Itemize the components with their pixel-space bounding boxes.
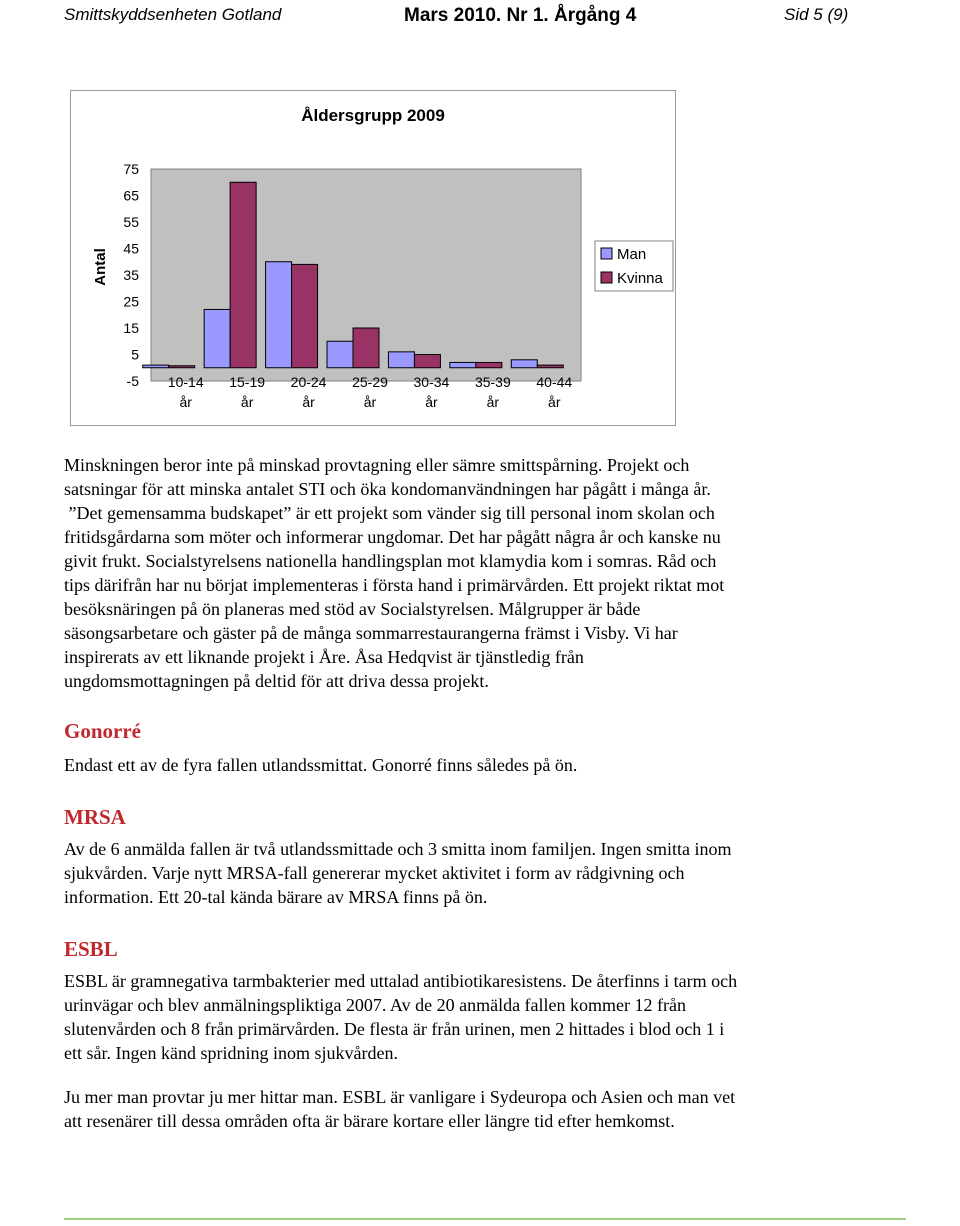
esbl-line: ESBL är gramnegativa tarmbakterier med uttalad antibiotikaresistens. De återfinns i tarm och — [64, 971, 738, 991]
bar-kvinna-2 — [292, 264, 318, 367]
intro-line: ungdomsmottagningen på deltid för att driva dessa projekt. — [64, 671, 489, 691]
x-tick-label: 30-34 — [413, 374, 450, 390]
bar-kvinna-5 — [476, 362, 502, 367]
bar-man-2 — [266, 262, 292, 368]
intro-line: givit frukt. Socialstyrelsens nationella handlingsplan mot klamydia kom i somras. Råd och — [64, 551, 717, 571]
esbl-line: slutenvården och 8 från primärvården. De flesta är från urinen, men 2 hittades i blod och 1 i — [64, 1019, 725, 1039]
header-organization: Smittskyddsenheten Gotland — [64, 5, 282, 24]
article-body — [64, 453, 854, 1133]
page-header — [64, 0, 864, 32]
intro-line: säsongsarbetare och gäster på de många sommarrestaurangerna främst i Visby. Vi har — [64, 623, 678, 643]
header-page-number: Sid 5 (9) — [784, 5, 849, 24]
y-tick-label: 25 — [123, 293, 139, 310]
intro-paragraph — [64, 453, 854, 693]
x-tick-unit: år — [548, 394, 561, 410]
x-tick-unit: år — [179, 394, 192, 410]
y-tick-label: 55 — [123, 214, 139, 230]
intro-line: tips därifrån har nu börjat implementeras i första hand i primärvården. Ett projekt riktat mot — [64, 575, 725, 595]
intro-line: satsningar för att minska antalet STI och öka kondomanvändningen har pågått i många år. — [64, 479, 711, 499]
x-tick-unit: år — [486, 394, 500, 410]
bar-man-3 — [327, 341, 353, 368]
x-tick-label: 10-14 — [167, 374, 204, 390]
gonorre-paragraph — [64, 753, 854, 777]
mrsa-line: sjukvården. Varje nytt MRSA-fall genererar mycket aktivitet i form av rådgivning och — [64, 863, 685, 883]
gonorre-heading: Gonorré — [64, 719, 141, 743]
mrsa-line: information. Ett 20-tal kända bärare av MRSA finns på ön. — [64, 887, 488, 907]
bar-man-6 — [511, 360, 537, 368]
y-tick-label: 15 — [123, 320, 139, 336]
legend-swatch-kvinna — [601, 272, 612, 283]
mrsa-heading: MRSA — [64, 805, 126, 829]
bar-man-4 — [388, 352, 414, 368]
esbl-heading: ESBL — [64, 937, 118, 961]
y-axis-label: Antal — [92, 248, 109, 286]
x-tick-label: 40-44 — [536, 374, 573, 390]
mrsa-line: Av de 6 anmälda fallen är två utlandssmittade och 3 smitta inom familjen. Ingen smitta inom — [64, 839, 732, 859]
closing-line: Ju mer man provtar ju mer hittar man. ESBL är vanligare i Sydeuropa och Asien och man vet — [64, 1087, 736, 1107]
legend-swatch-man — [601, 248, 612, 259]
y-tick-label: 35 — [123, 267, 139, 283]
header-issue: Mars 2010. Nr 1. Årgång 4 — [404, 5, 637, 26]
esbl-paragraph — [64, 969, 854, 1065]
x-tick-unit: år — [240, 394, 254, 410]
age-group-chart — [70, 90, 676, 426]
x-tick-label: 25-29 — [352, 374, 388, 390]
bar-kvinna-4 — [414, 355, 440, 368]
x-tick-unit: år — [363, 394, 377, 410]
bar-kvinna-6 — [537, 365, 563, 368]
intro-line: Minskningen beror inte på minskad provtagning eller sämre smittspårning. Projekt och — [64, 455, 690, 475]
chart-title: Åldersgrupp 2009 — [301, 106, 445, 125]
chart-svg — [71, 91, 675, 425]
x-tick-label: 20-24 — [290, 374, 327, 390]
mrsa-paragraph — [64, 837, 854, 909]
x-tick-label: 35-39 — [474, 374, 511, 390]
bar-man-5 — [450, 362, 476, 367]
footer-divider — [64, 1218, 906, 1220]
y-tick-label: 5 — [131, 346, 139, 363]
bar-man-1 — [204, 309, 230, 367]
x-tick-unit: år — [302, 394, 315, 410]
x-tick-unit: år — [425, 394, 438, 410]
intro-line: fritidsgårdarna som möter och informerar ungdomar. Det har pågått några år och kanske nu — [64, 527, 721, 547]
gonorre-line: Endast ett av de fyra fallen utlandssmittat. Gonorré finns således på ön. — [64, 755, 578, 775]
y-tick-label: 65 — [123, 187, 139, 204]
bar-kvinna-1 — [230, 182, 256, 368]
y-tick-label: 75 — [123, 161, 139, 177]
y-tick-label: -5 — [126, 373, 139, 389]
bar-kvinna-0 — [169, 366, 195, 368]
x-tick-label: 15-19 — [229, 374, 266, 390]
intro-line: ”Det gemensamma budskapet” är ett projekt som vänder sig till personal inom skolan och — [64, 503, 715, 523]
closing-paragraph — [64, 1085, 854, 1133]
bar-man-0 — [143, 365, 169, 368]
esbl-line: ett sår. Ingen känd spridning inom sjukvården. — [64, 1043, 398, 1063]
bar-kvinna-3 — [353, 328, 379, 368]
legend-label-kvinna: Kvinna — [617, 270, 663, 287]
y-tick-label: 45 — [123, 240, 139, 257]
closing-line: att resenärer till dessa områden ofta är bärare kortare eller längre tid efter hemkomst. — [64, 1111, 675, 1131]
intro-line: inspirerats av ett liknande projekt i Åre. Åsa Hedqvist är tjänstledig från — [64, 647, 584, 667]
esbl-line: urinvägar och blev anmälningspliktiga 2007. Av de 20 anmälda fallen kommer 12 från — [64, 995, 686, 1015]
legend-label-man: Man — [617, 246, 647, 263]
intro-line: besöksnäringen på ön planeras med stöd av Socialstyrelsen. Målgrupper är både — [64, 599, 641, 619]
